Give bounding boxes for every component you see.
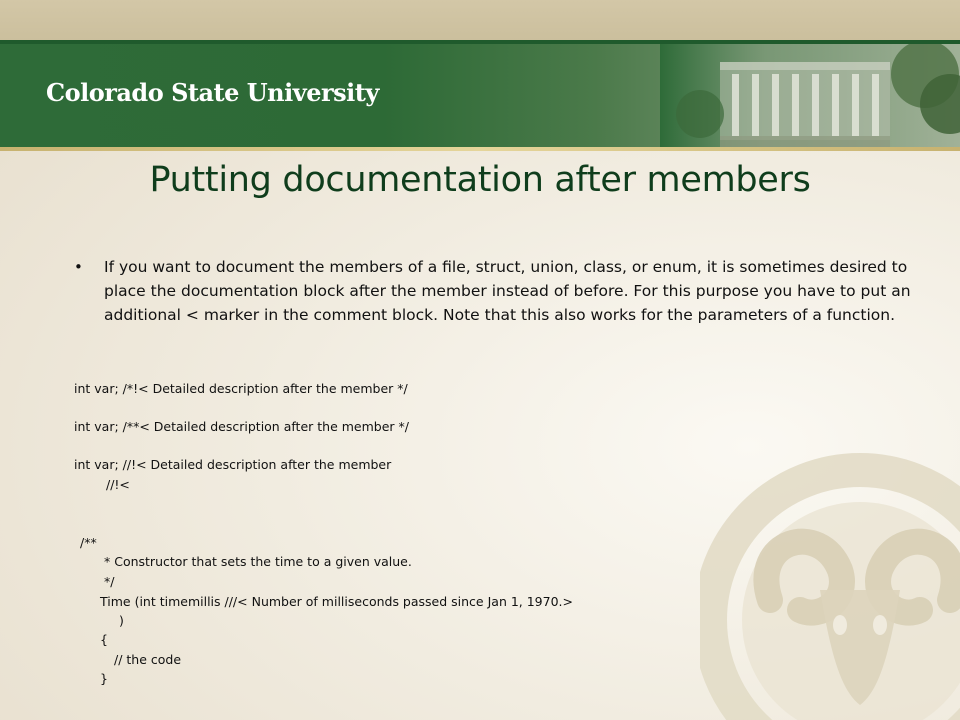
code-line: } <box>100 671 108 686</box>
code-line: int var; /**< Detailed description after the member */ <box>74 419 409 434</box>
code-line: */ <box>104 574 115 589</box>
code-line: * Constructor that sets the time to a given value. <box>104 554 412 569</box>
code-line: { <box>100 632 108 647</box>
building-photo-icon <box>660 44 960 148</box>
code-line: /** <box>80 535 97 550</box>
ram-logo-icon <box>700 450 960 720</box>
header-banner <box>0 0 960 150</box>
code-line: //!< <box>106 477 130 492</box>
bullet-text: If you want to document the members of a file, struct, union, class, or enum, it is sometimes desired to place the documentation block after the member instead of before. For this purpose you have to put an additional < marker in the comment block. Note that this also works for the parameters of a function. <box>104 258 911 324</box>
code-line: int var; //!< Detailed description after the member <box>74 457 392 472</box>
code-line: ) <box>119 613 124 628</box>
code-line: Time (int timemillis ///< Number of milliseconds passed since Jan 1, 1970.> <box>100 594 573 609</box>
code-line: int var; /*!< Detailed description after the member */ <box>74 381 408 396</box>
slide-title: Putting documentation after members <box>149 160 811 200</box>
code-line: // the code <box>114 652 182 667</box>
bullet-dot-icon: • <box>74 258 83 276</box>
banner-gold-rule <box>0 147 960 151</box>
bullet-paragraph <box>74 255 914 327</box>
university-wordmark[interactable]: Colorado State University <box>46 78 379 107</box>
